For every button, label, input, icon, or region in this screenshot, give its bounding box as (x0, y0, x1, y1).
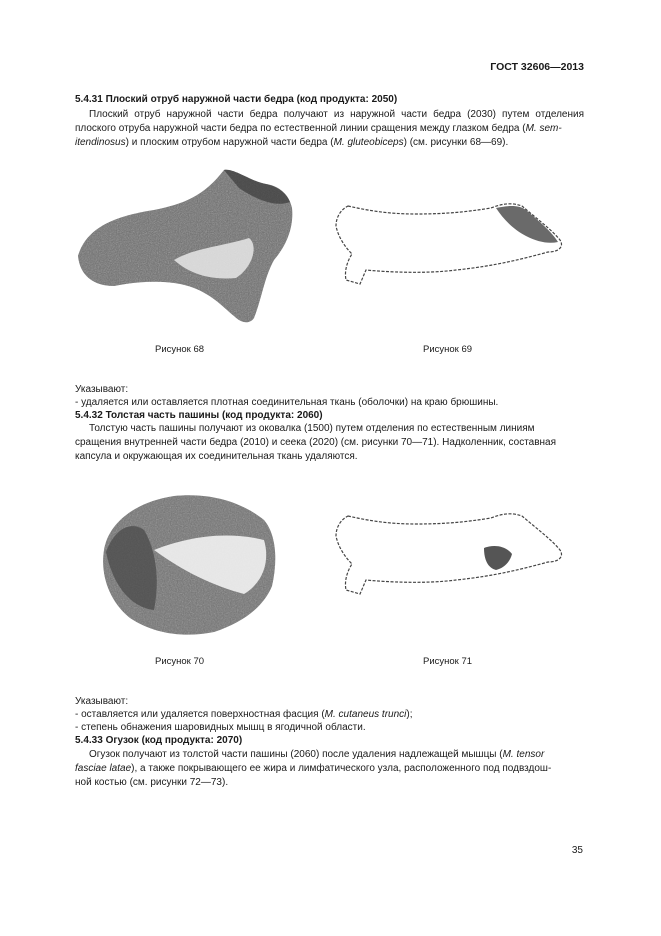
figure-69-caption: Рисунок 69 (423, 344, 473, 355)
section-heading-2070: 5.4.33 Огузок (код продукта: 2070) (75, 735, 243, 746)
latin-term: M. sem- (525, 123, 562, 134)
document-header: ГОСТ 32606—2013 (490, 61, 584, 73)
note-item: - удаляется или оставляется плотная соединительная ткань (оболочки) на краю брюшины. (75, 397, 499, 408)
figure-69-image (326, 200, 570, 290)
latin-term: M. gluteobiceps (333, 137, 404, 148)
figure-70-caption: Рисунок 70 (155, 656, 205, 667)
section-2060-line-1: Толстую часть пашины получают из оковалка (1500) путем отделения по естественным линиям (89, 423, 535, 434)
section-2070-line-1 (75, 748, 584, 762)
text: ), а также покрывающего ее жира и лимфатического узла, расположенного под подвздош- (131, 763, 552, 774)
section-2070-line-3: ной костью (см. рисунки 72—73). (75, 777, 229, 788)
text: ) (см. рисунки 68—69). (403, 137, 509, 148)
note-item: - степень обнажения шаровидных мышц в ягодичной области. (75, 722, 366, 733)
text: ) и плоским отрубом наружной части бедра ( (125, 137, 334, 148)
figure-71-caption: Рисунок 71 (423, 656, 473, 667)
section-2060-line-2: сращения внутренней части бедра (2010) и сеека (2020) (см. рисунки 70—71). Надколенник, составная (75, 437, 557, 448)
note-label: Указывают: (75, 384, 129, 395)
figure-68-image (74, 168, 299, 326)
text: плоского отруба наружной части бедра по естественной линии сращения между глазком бедра ( (75, 123, 526, 134)
section-2060-line-3: капсула и окружающая их соединительная ткань удаляются. (75, 451, 358, 462)
latin-term: itendinosus (75, 137, 126, 148)
section-heading-2060: 5.4.32 Толстая часть пашины (код продукта: 2060) (75, 410, 323, 421)
note-label: Указывают: (75, 696, 129, 707)
figure-68-caption: Рисунок 68 (155, 344, 205, 355)
section-2070-line-2 (75, 762, 584, 776)
text: - оставляется или удаляется поверхностная фасция ( (75, 709, 325, 720)
latin-term: fasciae latae (75, 763, 132, 774)
latin-term: M. tensor (502, 749, 545, 760)
text: ); (406, 709, 413, 720)
text: Плоский отруб наружной части бедра получают из наружной части бедра (2030) путем отделения (89, 109, 584, 120)
section-2050-paragraph-end (75, 136, 584, 150)
figure-70-image (94, 490, 284, 640)
note-item (75, 708, 584, 722)
latin-term: M. cutaneus trunci (324, 709, 407, 720)
text: Огузок получают из толстой части пашины (2060) после удаления надлежащей мышцы ( (89, 749, 503, 760)
section-heading-2050: 5.4.31 Плоский отруб наружной части бедра (код продукта: 2050) (75, 94, 398, 105)
section-2050-paragraph (75, 108, 584, 136)
figure-71-image (326, 510, 570, 600)
page-number: 35 (571, 845, 583, 856)
